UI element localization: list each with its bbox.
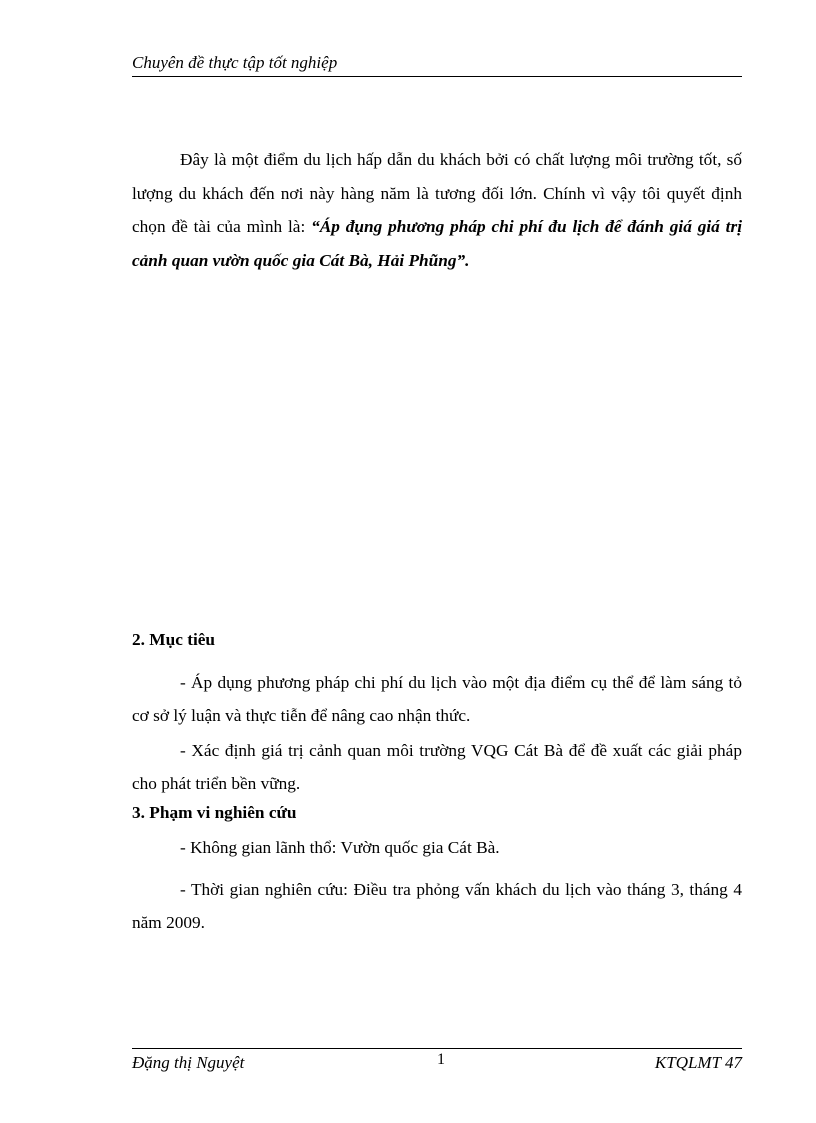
scope-item-1: - Không gian lãnh thổ: Vườn quốc gia Cát Bà. xyxy=(180,838,500,857)
scope-item-2: - Thời gian nghiên cứu: Điều tra phỏng vấn khách du lịch vào tháng 3, tháng 4 năm 2009. xyxy=(132,880,742,932)
footer-class-code: KTQLMT 47 xyxy=(654,1053,742,1072)
objective-item-2: - Xác định giá trị cảnh quan môi trường VQG Cát Bà để đề xuất các giải pháp cho phát triển bền vững. xyxy=(132,741,742,793)
intro-paragraph xyxy=(132,143,742,277)
intro-text: Đây là một điểm du lịch hấp dẫn du khách bởi có chất lượng môi trường tốt, số lượng du khách đến nơi này hàng năm là tương đối lớn. Chính vì vậy tôi quyết định chọn đề tài của mình là: xyxy=(132,150,742,236)
objective-item-1: - Áp dụng phương pháp chi phí du lịch vào một địa điểm cụ thể để làm sáng tỏ cơ sở lý luận và thực tiễn để nâng cao nhận thức. xyxy=(132,673,742,725)
header-title: Chuyên đề thực tập tốt nghiệp xyxy=(132,53,338,72)
page-header xyxy=(132,52,742,77)
thesis-topic: “Áp đụng phương pháp chi phí đu lịch để đánh giá giá trị cảnh quan vườn quốc gia Cát Bà, Hải Phũng”. xyxy=(132,217,742,270)
section-heading-scope: 3. Phạm vi nghiên cứu xyxy=(132,803,297,822)
footer-author: Đặng thị Nguyệt xyxy=(132,1053,245,1072)
section-heading-objectives: 2. Mục tiêu xyxy=(132,630,216,649)
page-number: 1 xyxy=(437,1051,445,1068)
page-footer xyxy=(132,1048,742,1075)
